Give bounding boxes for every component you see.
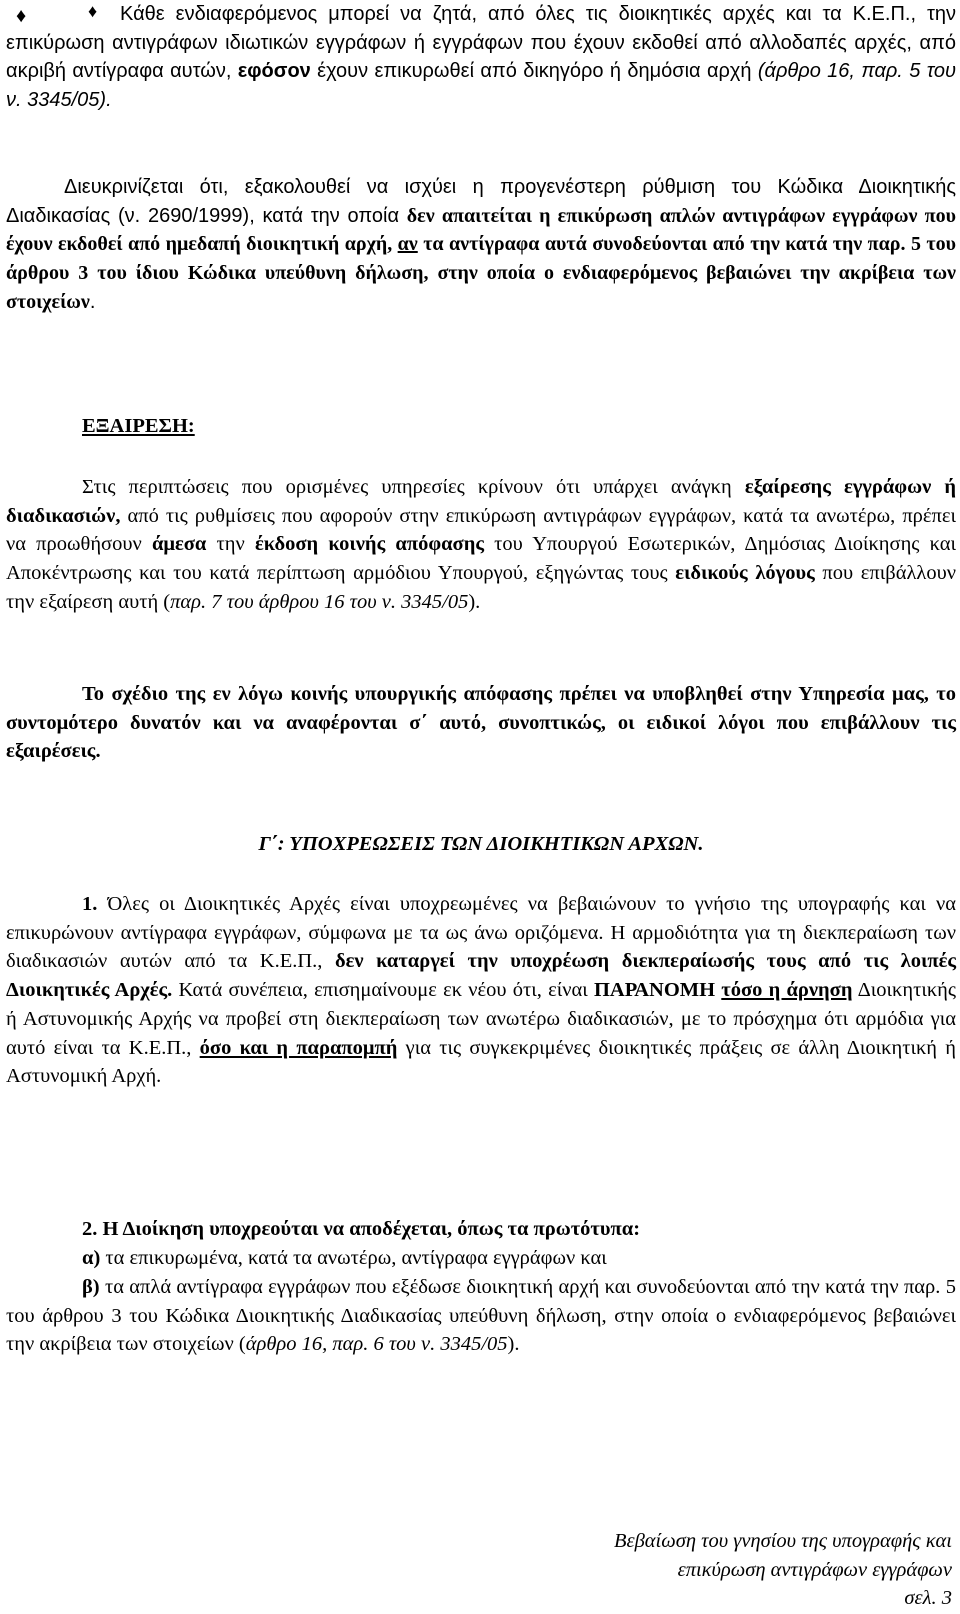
exception-heading-row bbox=[6, 412, 956, 441]
page-number: σελ. 3 bbox=[904, 1587, 952, 1610]
exception-paragraph: Στις περιπτώσεις που ορισμένες υπηρεσίες κρίνουν ότι υπάρχει ανάγκη εξαίρεσης εγγράφων ή διαδικασιών, από τις ρυθμίσεις που αφορούν στην επικύρωση αντιγράφων εγγράφων, κατά τα ανωτέρω, πρέπει να προωθήσουν άμεσα την έκδοση κοινής απόφασης του Υπουργού Εσωτερικών, Δημόσιας Διοίκησης και Αποκέντρωσης και του κατά περίπτωση αρμόδιου Υπουργού, εξηγώντας τους ειδικούς λόγους που επιβάλλουν την εξαίρεση αυτή (παρ. 7 του άρθρου 16 του ν. 3345/05). bbox=[6, 476, 956, 613]
section-c-title: Γ΄: ΥΠΟΧΡΕΩΣΕΙΣ ΤΩΝ ΔΙΟΙΚΗΤΙΚΩΝ ΑΡΧΩΝ. bbox=[258, 833, 704, 855]
bullet-text: Κάθε ενδιαφερόμενος μπορεί να ζητά, από όλες τις διοικητικές αρχές και τα Κ.Ε.Π., την επικύρωση αντιγράφων ιδιωτικών εγγράφων ή εγγράφων που έχουν εκδοθεί από αλλοδαπές αρχές, από ακριβή αντίγραφα αυτών, εφόσον έχουν επικυρωθεί από δικηγόρο ή δημόσια αρχή (άρθρο 16, παρ. 5 του ν. 3345/05). bbox=[6, 3, 957, 112]
draft-note-paragraph: Το σχέδιο της εν λόγω κοινής υπουργικής απόφασης πρέπει να υποβληθεί στην Υπηρεσία μας, το συντομότερο δυνατόν και να αναφέρονται σ΄ αυτό, συνοπτικώς, οι ειδικοί λόγοι που επιβάλλουν τις εξαιρέσεις. bbox=[6, 683, 956, 763]
item-2-alpha: α) τα επικυρωμένα, κατά τα ανωτέρω, αντίγραφα εγγράφων και bbox=[82, 1247, 607, 1269]
footer-line-1: Βεβαίωση του γνησίου της υπογραφής και bbox=[613, 1530, 952, 1552]
item-1-paragraph: 1. Όλες οι Διοικητικές Αρχές είναι υποχρεωμένες να βεβαιώνουν το γνήσιο της υπογραφής και να επικυρώνουν αντίγραφα εγγράφων, σύμφωνα με τα ως άνω οριζόμενα. Η αρμοδιότητα για τη διεκπεραίωση των διαδικασιών αυτών από τα Κ.Ε.Π., δεν καταργεί την υποχρέωση διεκπεραίωσής τους από τις λοιπές Διοικητικές Αρχές. Κατά συνέπεια, επισημαίνουμε εκ νέου ότι, είναι ΠΑΡΑΝΟΜΗ τόσο η άρνηση Διοικητικής ή Αστυνομικής Αρχής να προβεί στη διεκπεραίωση των ανωτέρω διαδικασιών, με το πρόσχημα ότι αρμόδια για αυτό είναι τα Κ.Ε.Π., όσο και η παραπομπή για τις συγκεκριμένες διοικητικές πράξεις σε άλλη Διοικητική ή Αστυνομική Αρχή. bbox=[6, 893, 957, 1088]
exception-heading: ΕΞΑΙΡΕΣΗ: bbox=[82, 415, 195, 437]
page-footer bbox=[560, 1527, 952, 1613]
diamond-bullet-icon: ♦ bbox=[16, 5, 27, 27]
footer-line-2: επικύρωση αντιγράφων εγγράφων bbox=[677, 1558, 952, 1581]
clarification-paragraph: Διευκρινίζεται ότι, εξακολουθεί να ισχύει η προγενέστερη ρύθμιση του Κώδικα Διοικητικής Διαδικασίας (ν. 2690/1999), κατά την οποία δεν απαιτείται η επικύρωση απλών αντιγράφων εγγράφων που έχουν εκδοθεί από ημεδαπή διοικητική αρχή, αν τα αντίγραφα αυτά συνοδεύονται από την κατά την παρ. 5 του άρθρου 3 του ίδιου Κώδικα υπεύθυνη δήλωση, στην οποία ο ενδιαφερόμενος βεβαιώνει την ακρίβεια των στοιχείων. bbox=[6, 176, 956, 313]
diamond-bullet-icon: ♦ bbox=[88, 1, 98, 21]
item-2-heading: 2. Η Διοίκηση υποχρεούται να αποδέχεται, όπως τα πρωτότυπα: bbox=[82, 1218, 641, 1240]
item-2-beta: β) τα απλά αντίγραφα εγγράφων που εξέδωσε διοικητική αρχή και συνοδεύονται από την κατά την παρ. 5 του άρθρου 3 του Κώδικα Διοικητικής Διαδικασίας υπεύθυνη δήλωση, στην οποία ο ενδιαφερόμενος βεβαιώνει την ακρίβεια των στοιχείων (άρθρο 16, παρ. 6 του ν. 3345/05). bbox=[6, 1276, 956, 1356]
